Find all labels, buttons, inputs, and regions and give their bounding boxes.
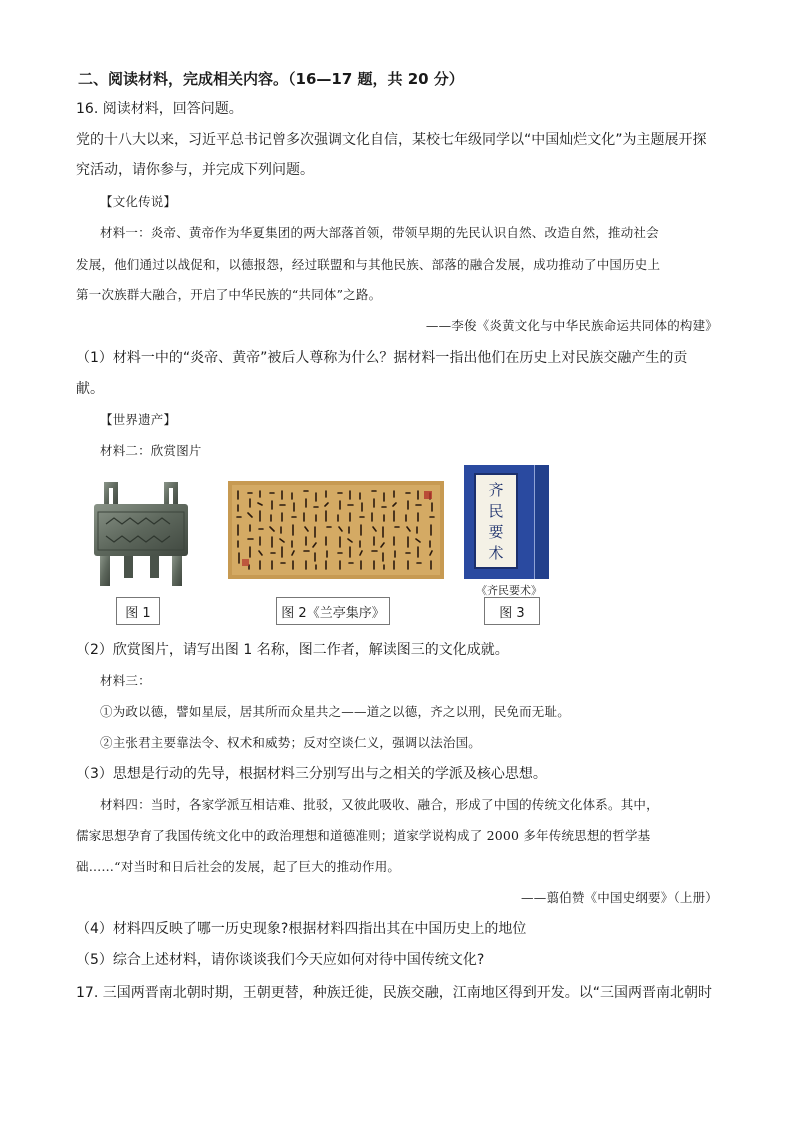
question-16-4: （4）材料四反映了哪一历史现象?根据材料四指出其在中国历史上的地位 <box>76 921 527 937</box>
material-3-item-1: ①为政以德，譬如星辰，居其所而众星共之——道之以德，齐之以刑，民免而无耻。 <box>100 704 570 719</box>
material-4-line-3: 础……“对当时和日后社会的发展，起了巨大的推动作用。 <box>76 859 401 874</box>
qimin-yaoshu-book-image <box>464 465 548 579</box>
bronze-ding-image <box>82 476 200 594</box>
material-3-title: 材料三： <box>100 673 151 688</box>
material-4-line-2: 儒家思想孕育了我国传统文化中的政治理想和道德准则；道家学说构成了 2000 多年传统思想的哲学基 <box>76 828 651 843</box>
section-title: 二、阅读材料，完成相关内容。（16—17 题，共 20 分） <box>78 70 464 88</box>
question-16-5: （5）综合上述材料，请你谈谈我们今天应如何对待中国传统文化? <box>76 952 485 968</box>
question-16-2: （2）欣赏图片，请写出图 1 名称，图二作者，解读图三的文化成就。 <box>76 642 509 658</box>
book-title-label <box>474 473 518 569</box>
figure-3-caption: 《齐民要术》 <box>476 584 542 597</box>
figure-1-label: 图 1 <box>116 597 160 625</box>
book-title-char: 术 <box>488 543 504 562</box>
figure-3-label: 图 3 <box>484 597 540 625</box>
material-4-source: ——翦伯赞《中国史纲要》（上册） <box>521 890 718 905</box>
material-4-line-1: 材料四：当时，各家学派互相诘难、批驳，又彼此吸收、融合，形成了中国的传统文化体系。其中， <box>100 797 659 812</box>
question-16-number: 16. 阅读材料，回答问题。 <box>76 101 243 117</box>
book-spine <box>534 465 549 579</box>
material-3-item-2: ②主张君主要靠法令、权术和威势；反对空谈仁义，强调以法治国。 <box>100 735 482 750</box>
material-1-source: ——李俊《炎黄文化与中华民族命运共同体的构建》 <box>425 318 718 333</box>
legend-heading: 【文化传说】 <box>100 194 177 209</box>
book-title-char: 民 <box>488 501 504 520</box>
q16-intro-line-1: 党的十八大以来，习近平总书记曾多次强调文化自信，某校七年级同学以“中国灿烂文化”为主题展开探 <box>76 132 707 148</box>
q16-intro-line-2: 究活动，请你参与，并完成下列问题。 <box>76 162 314 178</box>
heritage-heading: 【世界遗产】 <box>100 412 177 427</box>
question-16-1-line-2: 献。 <box>76 381 104 397</box>
material-1-line-2: 发展，他们通过以战促和，以德报怨，经过联盟和与其他民族、部落的融合发展，成功推动了中国历史上 <box>76 257 661 272</box>
lanting-calligraphy-image <box>228 481 444 579</box>
material-1-line-1: 材料一：炎帝、黄帝作为华夏集团的两大部落首领，带领早期的先民认识自然、改造自然，推动社会 <box>100 225 659 240</box>
book-title-char: 齐 <box>488 480 504 499</box>
material-1-line-3: 第一次族群大融合，开启了中华民族的“共同体”之路。 <box>76 287 382 302</box>
question-17-line-1: 17. 三国两晋南北朝时期，王朝更替，种族迁徙，民族交融，江南地区得到开发。以“三国两晋南北朝时 <box>76 985 712 1001</box>
question-16-1-line-1: （1）材料一中的“炎帝、黄帝”被后人尊称为什么？据材料一指出他们在历史上对民族交融产生的贡 <box>76 350 688 366</box>
figure-2-label: 图 2《兰亭集序》 <box>276 597 390 625</box>
question-16-3: （3）思想是行动的先导，根据材料三分别写出与之相关的学派及核心思想。 <box>76 766 547 782</box>
book-title-char: 要 <box>488 522 504 541</box>
material-2-title: 材料二：欣赏图片 <box>100 443 202 458</box>
